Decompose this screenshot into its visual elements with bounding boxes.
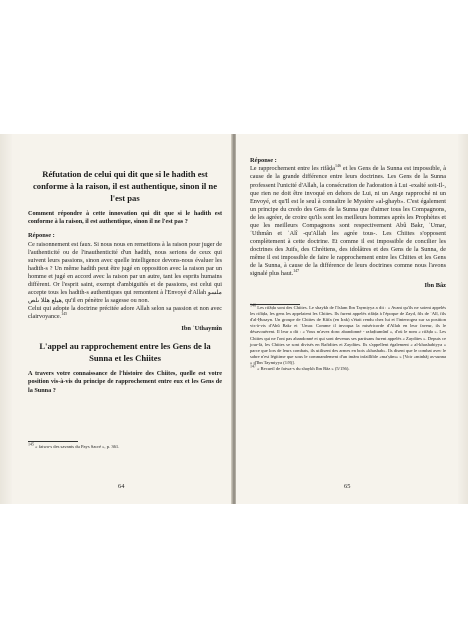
right-page-content xyxy=(250,157,446,372)
page-edge-left xyxy=(0,134,12,504)
left-page xyxy=(12,134,233,504)
page-number-left: 64 xyxy=(118,483,125,490)
right-page xyxy=(236,134,458,504)
section-title-2: L'appel au rapprochement entre les Gens de la Sunna et les Chiites xyxy=(39,341,211,364)
footnote-number: 145 xyxy=(28,441,34,447)
page-number-right: 65 xyxy=(344,483,351,490)
answer-label: Réponse : xyxy=(250,157,277,164)
left-page-content xyxy=(28,154,222,450)
footnote-147 xyxy=(250,363,446,372)
page-edge-right xyxy=(458,134,468,504)
signature-ibn-baz: Ibn Bâz xyxy=(424,282,446,290)
answer-paragraph xyxy=(250,165,446,278)
question-2: A travers votre connaissance de l'histoire des Chiites, quelle est votre position vis-à-vis du principe de rapprochement entre eux et les Gens de la Sunna ? xyxy=(28,370,222,394)
answer-label: Réponse : xyxy=(28,232,55,240)
footnote-divider xyxy=(28,441,78,442)
footnote-145 xyxy=(28,441,222,450)
footnote-ref-146: 146 xyxy=(334,163,341,169)
footnote-ref-145: 145 xyxy=(61,311,68,317)
footnote-text: « fatwa-s des savants du Pays Sacré », p. 361. xyxy=(35,443,120,449)
answer-paragraph-2-text: Celui qui adopte la doctrine précitée adore Allah selon sa passion et non avec clairvoyance. xyxy=(28,305,222,321)
answer-paragraph: Ce raisonnement est faux. Si nous nous en remettions à la raison pour juger de l'authenticité ou de l'inauthenticité d'un hadith, nous serions de ceux qui suivent leurs passions, sinon avec quelle intelligence devons-nous évaluer les hadith-s ? Un même hadith peut être jugé en opposition avec la raison par un homme et jugé en accord avec la raison par un autre, tant les esprits humains diffèrent. Or l'esprit saint, exempt d'ambiguïtés et de passions, est celui qui accepte tous les hadith-s authentiques qui remontent à l'Envoyé d'Allah ملسو هيلع هللا ىلص, qu'il en pénètre la sagesse ou non. xyxy=(28,240,223,305)
footnote-text: Les rifâḍa sont des Chiites. Le shaykh de l'Islam Ibn Taymiyya a dit : « Avant qu'ils ne soient appelés les rifâḍa, les gens les appelaient les Chiites. Ils furent appelés rifâḍa à l'époque de Zayd, fils de ʿAlî, fils d'al-Ḥusayn. Un groupe de Chiites de Kûfa (en Irak) s'était rendu chez lui et l'interrogea sur sa position vis-à-vis d'Abû Bakr et ʿUmar. Comme il invoqua la miséricorde d'Allah en leur faveur, ils le désavouèrent. Il leur a dit : « Vous m'avez donc abandonné - rafaḍtumûnî », d'où le nom « rifâḍa ». Les Chiites qui ne l'ont pas abandonné et qui sont devenus ses partisans furent appelés « Zaydites ». Depuis ce jour-là, les Chiites se sont divisés en Rafidites et Zaydites. Ils s'appellent également « al-khashabiyya » parce que lors de leurs combats, ils utilisent des armes en bois «khashab». Ils disent que le combat avec le sabre n'est légitime que sous le commandement d'un imâm infaillible «ma'ṣûm» » [Voir «minhâj as-sunna » d'Ibn Taymiyya (1/8)]. xyxy=(250,305,446,365)
footnote-number: 147 xyxy=(250,363,256,369)
question: Comment répondre à cette innovation qui dit que si le hadith est conforme à la raison, il est authentique, sinon il ne l'est pas ? xyxy=(28,210,222,226)
footnote-text: « Recueil de fatwa-s du shaykh Ibn Bâz » (5/156). xyxy=(257,366,350,371)
footnote-number: 146 xyxy=(250,302,256,308)
section-title: Réfutation de celui qui dit que si le hadith est conforme à la raison, il est authentique, sinon il ne l'est pas xyxy=(32,169,218,203)
signature-ibn-uthaymin: Ibn ʿUthaymîn xyxy=(181,325,222,333)
answer-paragraph-start: Le rapprochement entre les rifâḍa xyxy=(250,165,335,173)
open-book xyxy=(0,134,468,504)
footnote-ref-147: 147 xyxy=(293,267,300,273)
answer-paragraph-rest: et les Gens de la Sunna est impossible, à cause de la grande différence entre leurs doctrines. Les Gens de la Sunna professent l'unicité d'Allah, la consécration de l'adoration à Lui -exalté soit-Il-, que rien ne doit être invoqué en dehors de Lui, ni un Ange rapproché ni un Envoyé, et qu'Il est le seul à connaître le Mystère «al-ghayb». C'est également un principe du credo des Gens de la Sunna que d'aimer tous les Compagnons, de les agréer, de croire qu'ils sont les meilleurs hommes après les Prophètes et que les meilleurs Compagnons sont respectivement Abû Bakr, ʿUmar, ʿUthmân et ʿAlî -qu'Allah les agrée tous-. Les Chiites s'opposent complètement à cette doctrine. Et comme il est impossible de concilier les doctrines des Juifs, des Chrétiens, des idolâtres et des Gens de la Sunna, de même il est impossible de faire le rapprochement entre les Chiites et les Gens de la Sunna, à cause de la différence de leurs doctrines comme nous l'avons signalé plus haut. xyxy=(250,165,446,278)
answer-paragraph-2 xyxy=(28,305,222,321)
